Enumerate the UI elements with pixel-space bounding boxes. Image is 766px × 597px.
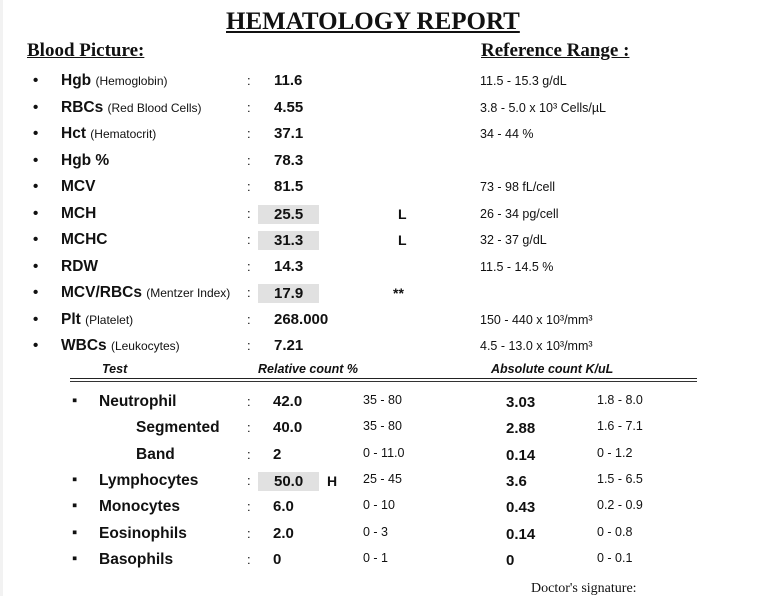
square-bullet-icon: ▪ [72,392,78,409]
relative-value: 2.0 [273,525,294,542]
cell-type-name: Monocytes [99,498,180,515]
relative-value: 0 [273,551,282,568]
parameter-subtitle: (Platelet) [85,313,134,327]
parameter-name: RBCs [61,99,104,116]
parameter-subtitle: (Hematocrit) [90,127,157,141]
blood-picture-heading: Blood Picture: [27,40,145,61]
parameter-name: WBCs [61,337,107,354]
relative-reference: 25 - 45 [363,472,402,486]
absolute-reference: 0 - 0.8 [597,525,633,539]
absolute-reference: 0.2 - 0.9 [597,498,643,512]
colon-separator: : [247,206,251,221]
colon-separator: : [247,499,251,514]
reference-range-value: 150 - 440 x 10³/mm³ [480,313,593,327]
absolute-reference: 1.8 - 8.0 [597,393,643,407]
header-divider-thin [70,381,697,382]
relative-value: 42.0 [273,393,303,410]
colon-separator: : [247,126,251,141]
parameter-value: 7.21 [274,337,304,354]
parameter-name: MCHC [61,231,108,248]
parameter-flag: ** [393,285,404,301]
absolute-value: 0.14 [506,526,536,543]
relative-value: 50.0 [258,472,319,491]
relative-reference: 0 - 3 [363,525,389,539]
cell-type-name: Eosinophils [99,525,187,542]
bullet-icon: • [33,125,39,142]
column-header-absolute: Absolute count K/uL [491,362,614,376]
colon-separator: : [247,552,251,567]
doctor-signature-label: Doctor's signature: [531,581,637,596]
colon-separator: : [247,153,251,168]
reference-range-value: 26 - 34 pg/cell [480,207,559,221]
header-divider [70,378,697,379]
absolute-value: 3.03 [506,394,536,411]
bullet-icon: • [33,231,39,248]
absolute-reference: 0 - 1.2 [597,446,633,460]
parameter-subtitle: (Red Blood Cells) [107,101,202,115]
page-edge [0,0,3,596]
square-bullet-icon: ▪ [72,497,78,514]
colon-separator: : [247,312,251,327]
colon-separator: : [247,259,251,274]
bullet-icon: • [33,337,39,354]
square-bullet-icon: ▪ [72,550,78,567]
parameter-flag: L [398,232,407,248]
absolute-value: 0.43 [506,499,536,516]
relative-reference: 35 - 80 [363,419,402,433]
column-header-relative: Relative count % [258,362,359,376]
bullet-icon: • [33,72,39,89]
relative-reference: 0 - 10 [363,498,395,512]
bullet-icon: • [33,284,39,301]
parameter-subtitle: (Mentzer Index) [146,286,231,300]
cell-type-name: Neutrophil [99,393,177,410]
column-header-test: Test [102,362,128,376]
relative-value: 2 [273,446,282,463]
colon-separator: : [247,420,251,435]
parameter-subtitle: (Hemoglobin) [95,74,168,88]
cell-type-name: Basophils [99,551,174,568]
parameter-name: Hct [61,125,86,142]
reference-range-value: 4.5 - 13.0 x 10³/mm³ [480,339,593,353]
colon-separator: : [247,473,251,488]
parameter-value: 81.5 [274,178,304,195]
absolute-reference: 1.5 - 6.5 [597,472,643,486]
parameter-name: MCV [61,178,96,195]
bullet-icon: • [33,311,39,328]
colon-separator: : [247,285,251,300]
parameter-value: 4.55 [274,99,304,116]
absolute-value: 2.88 [506,420,536,437]
parameter-value: 268.000 [274,311,329,328]
colon-separator: : [247,232,251,247]
relative-flag: H [327,473,338,489]
reference-range-heading: Reference Range : [481,40,630,61]
square-bullet-icon: ▪ [72,471,78,488]
parameter-name: Hgb % [61,152,110,169]
relative-reference: 0 - 1 [363,551,389,565]
reference-range-value: 11.5 - 15.3 g/dL [480,74,567,88]
colon-separator: : [247,447,251,462]
relative-value: 40.0 [273,419,303,436]
relative-reference: 35 - 80 [363,393,402,407]
parameter-flag: L [398,206,407,222]
parameter-name: MCV/RBCs [61,284,142,301]
colon-separator: : [247,394,251,409]
absolute-value: 0.14 [506,447,536,464]
reference-range-value: 32 - 37 g/dL [480,233,547,247]
colon-separator: : [247,338,251,353]
bullet-icon: • [33,258,39,275]
bullet-icon: • [33,178,39,195]
bullet-icon: • [33,99,39,116]
parameter-value: 25.5 [258,205,319,224]
relative-value: 6.0 [273,498,294,515]
cell-type-name: Segmented [136,419,220,436]
colon-separator: : [247,100,251,115]
reference-range-value: 34 - 44 % [480,127,534,141]
parameter-value: 14.3 [274,258,304,275]
bullet-icon: • [33,152,39,169]
parameter-name: Plt [61,311,81,328]
reference-range-value: 3.8 - 5.0 x 10³ Cells/µL [480,101,607,115]
absolute-reference: 1.6 - 7.1 [597,419,643,433]
reference-range-value: 73 - 98 fL/cell [480,180,556,194]
cell-type-name: Band [136,446,175,463]
parameter-value: 11.6 [274,72,303,89]
parameter-subtitle: (Leukocytes) [110,339,180,353]
square-bullet-icon: ▪ [72,524,78,541]
parameter-name: MCH [61,205,97,222]
absolute-reference: 0 - 0.1 [597,551,633,565]
report-title: HEMATOLOGY REPORT [226,8,520,35]
parameter-value: 37.1 [274,125,304,142]
colon-separator: : [247,179,251,194]
bullet-icon: • [33,205,39,222]
parameter-value: 31.3 [258,231,319,250]
parameter-value: 17.9 [258,284,319,303]
parameter-name: RDW [61,258,99,275]
relative-reference: 0 - 11.0 [363,446,405,460]
parameter-value: 78.3 [274,152,304,169]
reference-range-value: 11.5 - 14.5 % [480,260,554,274]
parameter-name: Hgb [61,72,92,89]
absolute-value: 0 [506,552,515,569]
cell-type-name: Lymphocytes [99,472,199,489]
colon-separator: : [247,526,251,541]
absolute-value: 3.6 [506,473,527,490]
colon-separator: : [247,73,251,88]
